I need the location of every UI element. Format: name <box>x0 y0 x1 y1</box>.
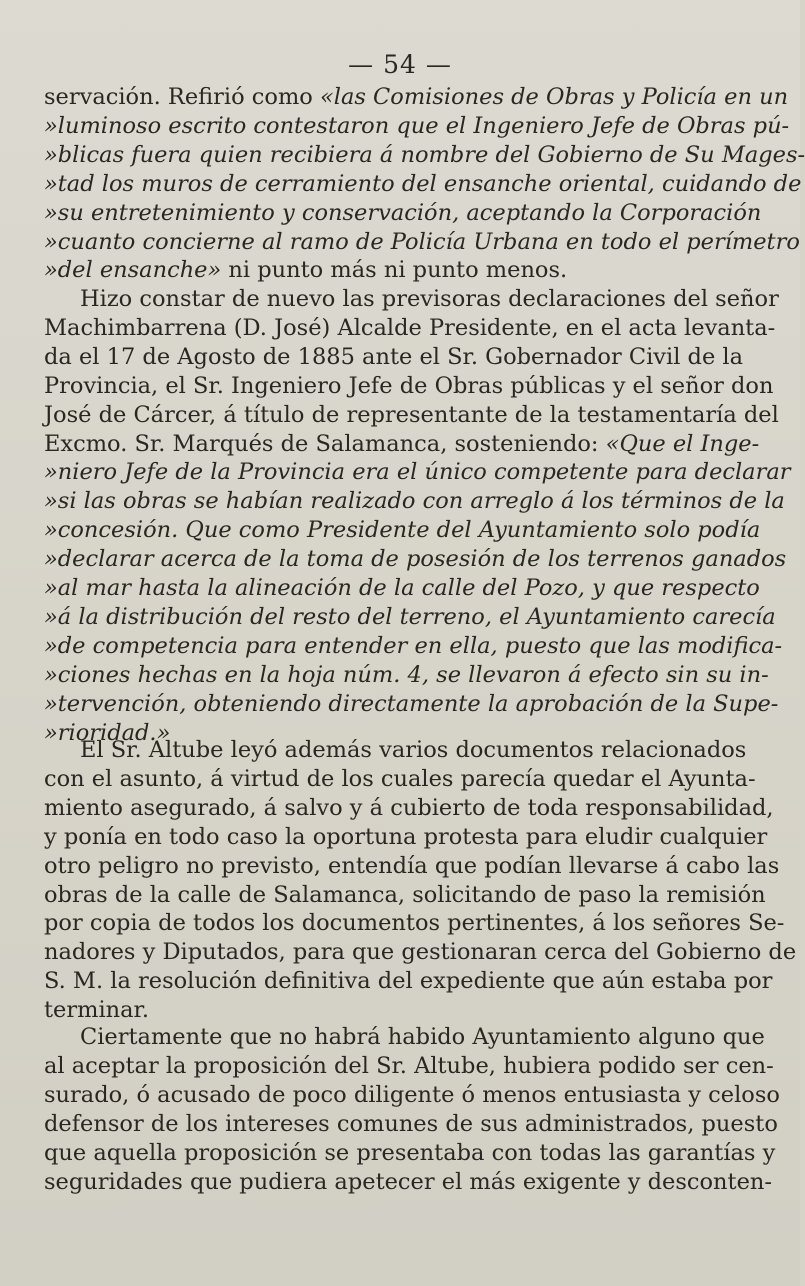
text-line: por copia de todos los documentos pertinentes, á los señores Se- <box>44 910 785 937</box>
text-line: terminar. <box>44 997 149 1024</box>
text-line: »blicas fuera quien recibiera á nombre del Gobierno de Su Mages- <box>44 141 805 168</box>
text-line: defensor de los intereses comunes de sus administrados, puesto <box>44 1110 778 1137</box>
line-segment: servación. Refirió como <box>44 84 320 110</box>
text-line <box>44 256 734 285</box>
text-line: surado, ó acusado de poco diligente ó menos entusiasta y celoso <box>44 1081 780 1108</box>
text-line: »cuanto concierne al ramo de Policía Urbana en todo el perímetro <box>44 228 800 255</box>
line-segment: Excmo. Sr. Marqués de Salamanca, sosteniendo: <box>44 430 606 457</box>
line-segment: ni punto más ni punto menos. <box>221 257 568 284</box>
text-line: El Sr. Altube leyó además varios documentos relacionados <box>80 737 747 763</box>
text-line: S. M. la resolución definitiva del expediente que aún estaba por <box>44 968 773 995</box>
paragraph-4 <box>44 1023 780 1196</box>
paragraph-3 <box>44 736 797 1025</box>
text-line: »concesión. Que como Presidente del Ayuntamiento solo podía <box>44 517 761 544</box>
text-line: »niero Jefe de la Provincia era el único competente para declarar <box>44 459 791 486</box>
text-line: miento asegurado, á salvo y á cubierto de toda responsabilidad, <box>44 794 774 821</box>
text-line: Machimbarrena (D. José) Alcalde Presidente, en el acta levanta- <box>44 314 776 341</box>
text-line: nadores y Diputados, para que gestionaran cerca del Gobierno de <box>44 939 797 966</box>
text-line <box>44 83 789 112</box>
text-line: »si las obras se habían realizado con arreglo á los términos de la <box>44 488 785 515</box>
paragraph-1 <box>44 83 805 285</box>
text-line: da el 17 de Agosto de 1885 ante el Sr. Gobernador Civil de la <box>44 343 744 370</box>
text-line: seguridades que pudiera apetecer el más exigente y desconten- <box>44 1168 772 1195</box>
text-line: al aceptar la proposición del Sr. Altube, hubiera podido ser cen- <box>44 1052 774 1079</box>
line-segment-italic: «Que el Inge- <box>605 430 760 457</box>
text-line: con el asunto, á virtud de los cuales parecía quedar el Ayunta- <box>44 765 756 792</box>
text-line: »de competencia para entender en ella, puesto que las modifica- <box>44 632 783 659</box>
text-line: que aquella proposición se presentaba con todas las garantías y <box>44 1139 776 1166</box>
text-line: »tervención, obteniendo directamente la aprobación de la Supe- <box>44 690 779 717</box>
text-line: »á la distribución del resto del terreno, el Ayuntamiento carecía <box>44 603 776 630</box>
text-line: obras de la calle de Salamanca, solicitando de paso la remisión <box>44 881 766 908</box>
text-line: otro peligro no previsto, entendía que podían llevarse á cabo las <box>44 852 780 879</box>
line-segment-italic: »del ensanche» <box>44 257 222 284</box>
text-line: Ciertamente que no habrá habido Ayuntamiento alguno que <box>80 1024 765 1050</box>
text-line: »su entretenimiento y conservación, aceptando la Corporación <box>44 199 762 226</box>
text-line: y ponía en todo caso la oportuna protesta para eludir cualquier <box>44 823 768 850</box>
text-line: Hizo constar de nuevo las previsoras declaraciones del señor <box>80 286 779 312</box>
text-line: »ciones hechas en la hoja núm. 4, se llevaron á efecto sin su in- <box>44 661 769 688</box>
text-line: »luminoso escrito contestaron que el Ingeniero Jefe de Obras pú- <box>44 112 790 139</box>
page-number: — 54 — <box>348 50 452 79</box>
text-line: »tad los muros de cerramiento del ensanche oriental, cuidando de <box>44 170 802 197</box>
text-line: »declarar acerca de la toma de posesión de los terrenos ganados <box>44 546 787 573</box>
text-line <box>44 430 760 459</box>
text-line: »rioridad.» <box>44 719 171 746</box>
line-segment-italic: «las Comisiones de Obras y Policía en un <box>319 84 789 110</box>
text-line: »al mar hasta la alineación de la calle del Pozo, y que respecto <box>44 575 760 602</box>
paragraph-2 <box>44 285 791 748</box>
text-line: José de Cárcer, á título de representante de la testamentaría del <box>44 401 779 428</box>
text-line: Provincia, el Sr. Ingeniero Jefe de Obras públicas y el señor don <box>44 372 774 399</box>
